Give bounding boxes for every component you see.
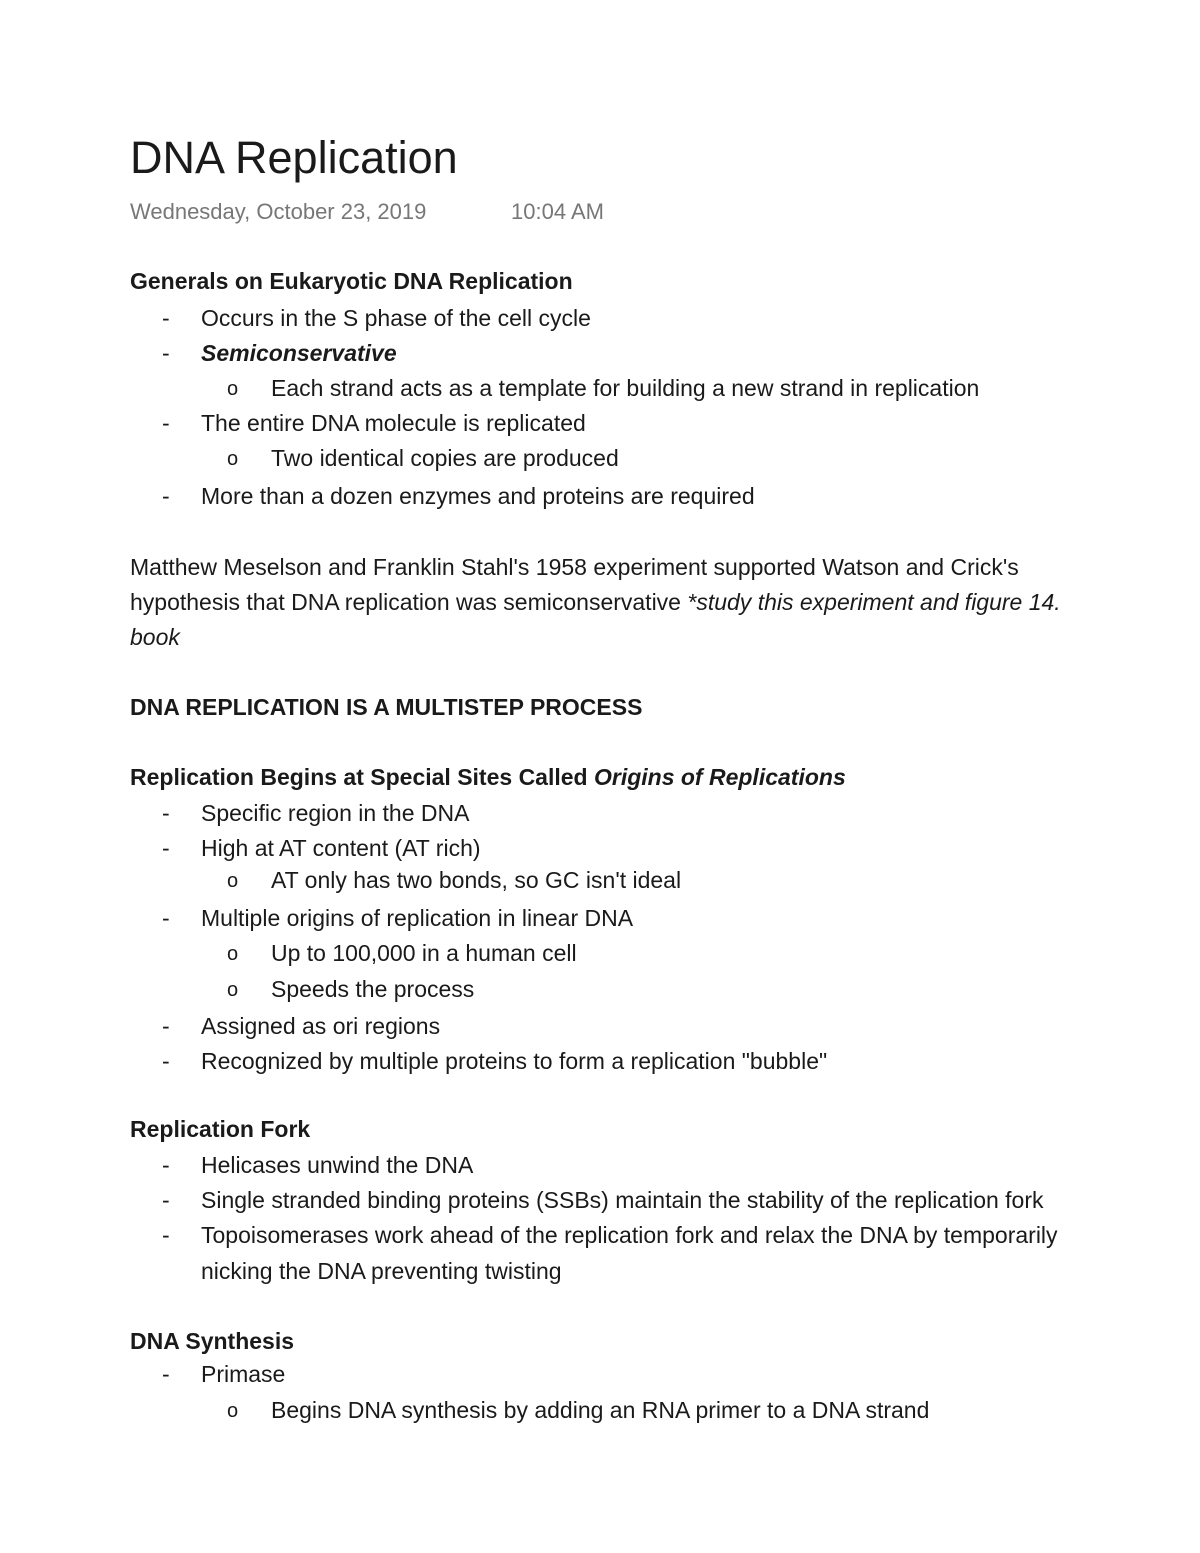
- circle-bullet: o: [227, 378, 239, 400]
- section-heading-replication-fork: Replication Fork: [130, 1116, 311, 1142]
- list-item: More than a dozen enzymes and proteins are required: [201, 483, 755, 509]
- list-item: Helicases unwind the DNA: [201, 1152, 474, 1178]
- paragraph-line: [130, 589, 1061, 616]
- section-heading-origins: [130, 764, 846, 791]
- study-note: *study this experiment and figure 14.: [687, 589, 1061, 615]
- list-subitem: AT only has two bonds, so GC isn't ideal: [271, 867, 682, 893]
- dash-bullet: -: [162, 410, 170, 436]
- circle-bullet: o: [227, 870, 239, 892]
- dash-bullet: -: [162, 305, 170, 331]
- list-item: Recognized by multiple proteins to form a replication "bubble": [201, 1048, 828, 1074]
- paragraph-line: Matthew Meselson and Franklin Stahl's 1958 experiment supported Watson and Crick's: [130, 554, 1019, 580]
- section-heading-dna-synthesis: DNA Synthesis: [130, 1328, 295, 1354]
- list-item: Primase: [201, 1361, 286, 1387]
- dash-bullet: -: [162, 835, 170, 861]
- list-subitem: Begins DNA synthesis by adding an RNA primer to a DNA strand: [271, 1397, 930, 1423]
- study-note-continued: book: [130, 624, 180, 650]
- list-item: Occurs in the S phase of the cell cycle: [201, 305, 591, 331]
- dash-bullet: -: [162, 800, 170, 826]
- section-heading-multistep: DNA REPLICATION IS A MULTISTEP PROCESS: [130, 694, 643, 720]
- list-item: Assigned as ori regions: [201, 1013, 441, 1039]
- note-time: 10:04 AM: [511, 199, 604, 224]
- list-item-continued: nicking the DNA preventing twisting: [201, 1258, 562, 1284]
- dash-bullet: -: [162, 1013, 170, 1039]
- list-subitem: Each strand acts as a template for building a new strand in replication: [271, 375, 980, 401]
- circle-bullet: o: [227, 943, 239, 965]
- paragraph-text: hypothesis that DNA replication was semiconservative: [130, 589, 688, 615]
- heading-italic-text: Origins of Replications: [593, 764, 846, 790]
- dash-bullet: -: [162, 483, 170, 509]
- list-item: Topoisomerases work ahead of the replication fork and relax the DNA by temporarily: [201, 1222, 1058, 1248]
- dash-bullet: -: [162, 905, 170, 931]
- dash-bullet: -: [162, 1152, 170, 1178]
- circle-bullet: o: [227, 979, 239, 1001]
- note-date: Wednesday, October 23, 2019: [130, 199, 427, 224]
- circle-bullet: o: [227, 448, 239, 470]
- dash-bullet: -: [162, 340, 170, 366]
- list-item: Single stranded binding proteins (SSBs) maintain the stability of the replication fork: [201, 1187, 1044, 1213]
- list-item: Semiconservative: [201, 340, 397, 366]
- dash-bullet: -: [162, 1361, 170, 1387]
- heading-text: Replication Begins at Special Sites Called: [130, 764, 594, 790]
- page-title: DNA Replication: [130, 132, 458, 183]
- list-item: The entire DNA molecule is replicated: [201, 410, 586, 436]
- dash-bullet: -: [162, 1048, 170, 1074]
- list-subitem: Speeds the process: [271, 976, 475, 1002]
- list-subitem: Up to 100,000 in a human cell: [271, 940, 577, 966]
- list-item: High at AT content (AT rich): [201, 835, 481, 861]
- list-subitem: Two identical copies are produced: [271, 445, 619, 471]
- circle-bullet: o: [227, 1400, 239, 1422]
- dash-bullet: -: [162, 1222, 170, 1248]
- dash-bullet: -: [162, 1187, 170, 1213]
- list-item: Specific region in the DNA: [201, 800, 470, 826]
- list-item: Multiple origins of replication in linear DNA: [201, 905, 634, 931]
- section-heading-generals: Generals on Eukaryotic DNA Replication: [130, 268, 573, 294]
